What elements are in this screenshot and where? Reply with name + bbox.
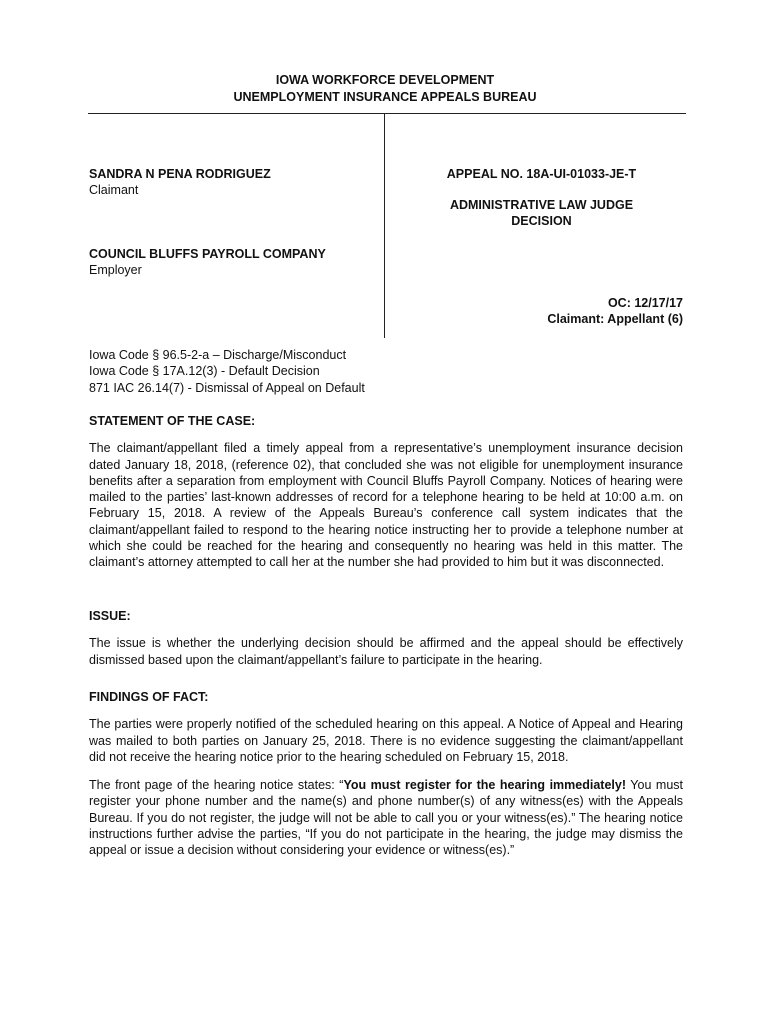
claimant-status: Claimant: Appellant (6) [547, 312, 683, 327]
issue-text: The issue is whether the underlying decision should be affirmed and the appeal should be effectively dismissed based upon the claimant/appellant’s failure to participate in the hearing. [89, 636, 683, 667]
header-divider [88, 113, 686, 114]
caption-divider [384, 113, 385, 338]
code-citations [89, 347, 489, 396]
employer-role: Employer [89, 263, 142, 278]
employer-block [89, 246, 379, 279]
notice-prefix: The front page of the hearing notice states: “ [89, 778, 344, 793]
findings-paragraph-notice [89, 777, 683, 858]
claimant-role: Claimant [89, 183, 139, 198]
oc-date: OC: 12/17/17 [607, 296, 683, 310]
section-heading: FINDINGS OF FACT: [89, 690, 209, 704]
appeal-number: APPEAL NO. 18A-UI-01033-JE-T [446, 167, 637, 181]
claimant-name: SANDRA N PENA RODRIGUEZ [89, 167, 271, 181]
findings-section [89, 689, 683, 859]
notice-emphasis: You must register for the hearing immediately! [343, 778, 626, 793]
code-citation: Iowa Code § 17A.12(3) - Default Decision [89, 364, 320, 379]
agency-header [0, 72, 770, 106]
statement-section [89, 413, 683, 571]
decision-title-line1: ADMINISTRATIVE LAW JUDGE [449, 198, 634, 212]
code-citation: 871 IAC 26.14(7) - Dismissal of Appeal on Default [89, 380, 365, 395]
employer-name: COUNCIL BLUFFS PAYROLL COMPANY [89, 247, 326, 261]
notice-rest: You must register your phone number and the name(s) and phone number(s) of any witness(es) with the Appeals Bureau. If you do not register, the judge will not be able to call you or your witness(es).” The hearing notice instructions further advise the parties, “If you do not participate in the hearing, the judge may dismiss the appeal or issue a decision without considering your evidence or witness(es).” [89, 778, 684, 858]
section-heading: STATEMENT OF THE CASE: [89, 414, 256, 428]
statement-text: The claimant/appellant filed a timely appeal from a representative’s unemployment insurance decision dated January 18, 2018, (reference 02), that concluded she was not eligible for unemployment insurance benefits after a separation from employment with Council Bluffs Payroll Company. Notices of hearing were mailed to the parties’ last-known addresses of record for a telephone hearing to be held at 10:00 a.m. on February 15, 2018. A review of the Appeals Bureau’s conference call system indicates that the claimant/appellant failed to respond to the hearing notice instructing her to provide a telephone number at which she could be reached for the hearing and consequently no hearing was held in this matter. The claimant’s attorney attempted to call her at the number she had provided to him but it was disconnected. [89, 441, 683, 570]
agency-name: IOWA WORKFORCE DEVELOPMENT [275, 73, 495, 87]
section-heading: ISSUE: [89, 609, 131, 623]
decision-title-line2: DECISION [511, 214, 572, 229]
issue-section [89, 608, 683, 668]
claimant-block [89, 166, 379, 199]
code-citation: Iowa Code § 96.5-2-a – Discharge/Misconduct [89, 348, 347, 362]
findings-paragraph: The parties were properly notified of the scheduled hearing on this appeal. A Notice of Appeal and Hearing was mailed to both parties on January 25, 2018. There is no evidence suggesting the claimant/appellant did not receive the hearing notice prior to the hearing scheduled on February 15, 2018. [89, 717, 683, 764]
decision-title [400, 197, 683, 230]
claim-info [400, 295, 683, 328]
bureau-name: UNEMPLOYMENT INSURANCE APPEALS BUREAU [233, 90, 537, 104]
